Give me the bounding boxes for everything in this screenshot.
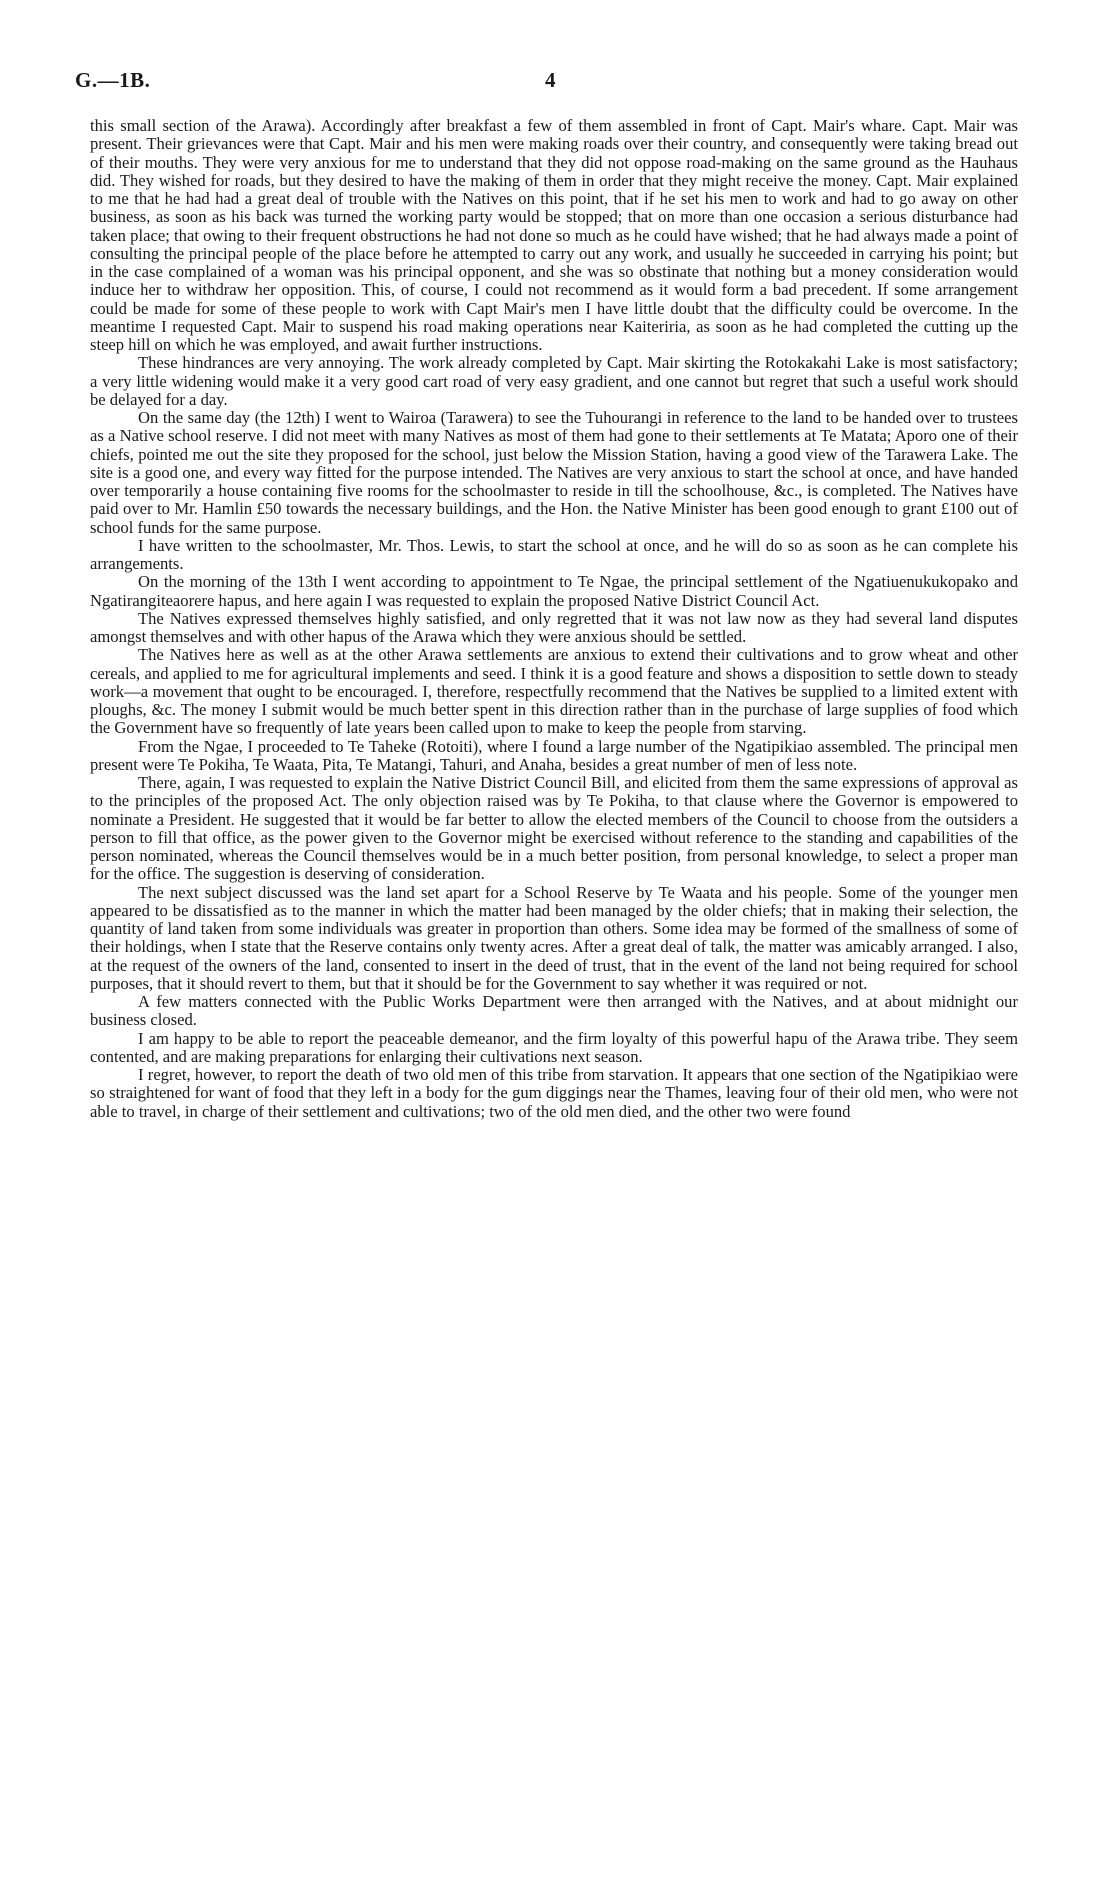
paragraph: On the same day (the 12th) I went to Wairoa (Tarawera) to see the Tuhourangi in reference to the land to be handed over to trustees as a Native school reserve. I did not meet with many Natives as most of them had gone to their settlements at Te Matata; Aporo one of their chiefs, pointed me out the site they proposed for the school, just below the Mission Station, having a good view of the Tarawera Lake. The site is a good one, and every way fitted for the purpose intended. The Natives are very anxious to start the school at once, and have handed over temporarily a house containing five rooms for the schoolmaster to reside in till the schoolhouse, &c., is completed. The Natives have paid over to Mr. Hamlin £50 towards the necessary buildings, and the Hon. the Native Minister has been good enough to grant £100 out of school funds for the same purpose.: [90, 408, 1018, 537]
paragraph: A few matters connected with the Public Works Department were then arranged with the Natives, and at about midnight our business closed.: [90, 992, 1018, 1030]
paragraph: There, again, I was requested to explain the Native District Council Bill, and elicited from them the same expressions of approval as to the principles of the proposed Act. The only objection raised was by Te Pokiha, to that clause where the Governor is empowered to nominate a President. He suggested that it would be far better to allow the elected members of the Council to choose from the outsiders a person to fill that office, as the power given to the Governor might be exercised without reference to the standing and capabilities of the person nominated, whereas the Council themselves would be in a much better position, from personal knowledge, to select a proper man for the office. The suggestion is deserving of consideration.: [90, 773, 1018, 884]
paragraph-continued: this small section of the Arawa). Accordingly after breakfast a few of them assembled in front of Capt. Mair's whare. Capt. Mair was present. Their grievances were that Capt. Mair and his men were making roads over their country, and consequently were taking bread out of their mouths. They were very anxious for me to understand that they did not oppose road-making on the same ground as the Hauhaus did. They wished for roads, but they desired to have the making of them in order that they might receive the money. Capt. Mair explained to me that he had had a great deal of trouble with the Natives on this point, that if he set his men to work and had to go away on other business, as soon as his back was turned the working party would be stopped; that on more than one occasion a serious disturbance had taken place; that owing to their frequent obstructions he had not done so much as he could have wished; that he had always made a point of consulting the principal people of the place before he attempted to carry out any work, and usually he succeeded in carrying his point; but in the case complained of a woman was his principal opponent, and she was so obstinate that nothing but a money consideration would induce her to withdraw her opposition. This, of course, I could not recommend as it would form a bad precedent. If some arrangement could be made for some of these people to work with Capt Mair's men I have little doubt that the difficulty could be overcome. In the meantime I requested Capt. Mair to suspend his road making operations near Kaiteriria, as soon as he had completed the cutting up the steep hill on which he was employed, and await further instructions.: [90, 116, 1018, 354]
paragraph: I regret, however, to report the death of two old men of this tribe from starvation. It appears that one section of the Ngatipikiao were so straightened for want of food that they left in a body for the gum diggings near the Thames, leaving four of their old men, who were not able to travel, in charge of their settlement and cultivations; two of the old men died, and the other two were found: [90, 1065, 1018, 1121]
paragraph: The Natives here as well as at the other Arawa settlements are anxious to extend their cultivations and to grow wheat and other cereals, and applied to me for agricultural implements and seed. I think it is a good feature and shows a disposition to settle down to steady work—a movement that ought to be encouraged. I, therefore, respectfully recommend that the Natives be supplied to a limited extent with ploughs, &c. The money I submit would be much better spent in this direction rather than in the purchase of large supplies of food which the Government have so frequently of late years been called upon to make to keep the people from starving.: [90, 645, 1018, 738]
page-header: [75, 68, 1039, 98]
paragraph: The Natives expressed themselves highly satisfied, and only regretted that it was not law now as they had several land disputes amongst themselves and with other hapus of the Arawa which they were anxious should be settled.: [90, 608, 1018, 646]
paragraph: The next subject discussed was the land set apart for a School Reserve by Te Waata and his people. Some of the younger men appeared to be dissatisfied as to the manner in which the matter had been managed by the older chiefs; that in making their selection, the quantity of land taken from some individuals was greater in proportion than others. Some idea may be formed of the smallness of some of their holdings, when I state that the Reserve contains only twenty acres. After a great deal of talk, the matter was amicably arranged. I also, at the request of the owners of the land, consented to insert in the deed of trust, that in the event of the land not being required for school purposes, that it should revert to them, but that it should be for the Government to say whether it was required or not.: [90, 882, 1018, 993]
document-reference: G.—1B.: [75, 68, 151, 92]
page-number: 4: [545, 68, 556, 92]
paragraph: On the morning of the 13th I went according to appointment to Te Ngae, the principal settlement of the Ngatiuenukukopako and Ngatirangiteaorere hapus, and here again I was requested to explain the proposed Native District Council Act.: [90, 572, 1018, 610]
body-text: [90, 117, 1018, 1121]
paragraph: I have written to the schoolmaster, Mr. Thos. Lewis, to start the school at once, and he will do so as soon as he can complete his arrangements.: [90, 535, 1018, 573]
paragraph: I am happy to be able to report the peaceable demeanor, and the firm loyalty of this powerful hapu of the Arawa tribe. They seem contented, and are making preparations for enlarging their cultivations next season.: [90, 1028, 1018, 1066]
paragraph: From the Ngae, I proceeded to Te Taheke (Rotoiti), where I found a large number of the Ngatipikiao assembled. The principal men present were Te Pokiha, Te Waata, Pita, Te Matangi, Tahuri, and Anaha, besides a great number of men of less note.: [90, 736, 1018, 774]
paragraph: These hindrances are very annoying. The work already completed by Capt. Mair skirting the Rotokakahi Lake is most satisfactory; a very little widening would make it a very good cart road of very easy gradient, and one cannot but regret that such a useful work should be delayed for a day.: [90, 353, 1018, 409]
